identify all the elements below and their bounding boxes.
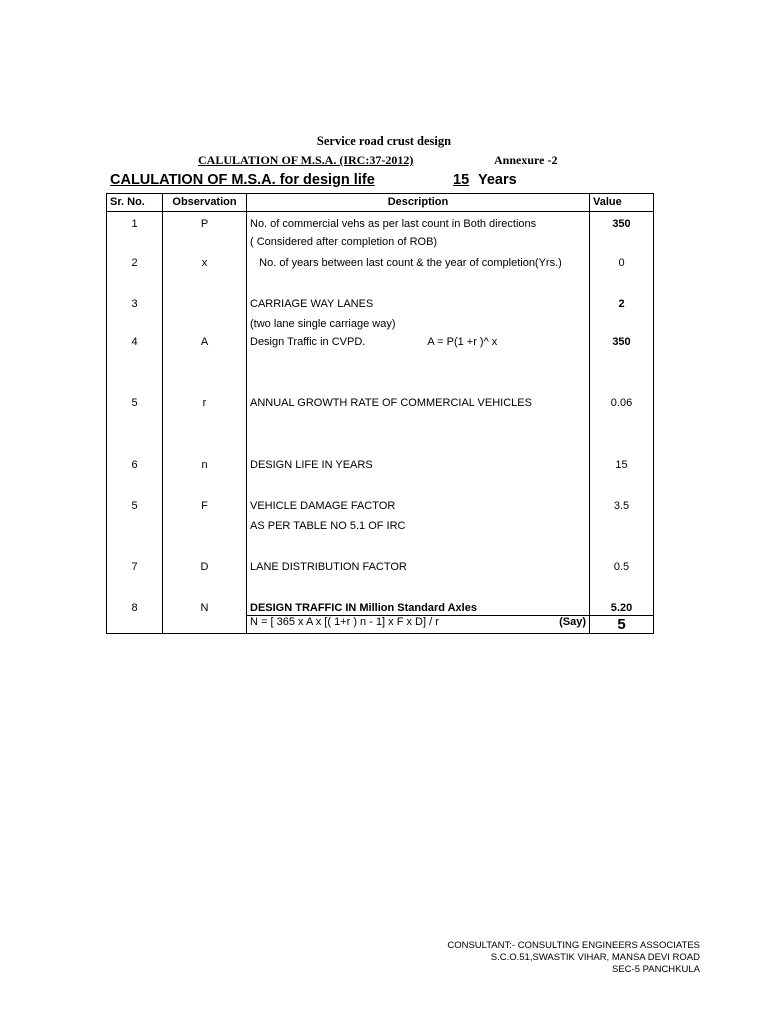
sr-no-cell: 5 [107,395,163,456]
description-cell: No. of years between last count & the year of completion(Yrs.) [247,253,590,294]
description-cell: ANNUAL GROWTH RATE OF COMMERCIAL VEHICLES [247,395,590,456]
value-cell: 15 [590,456,654,497]
observation-cell: r [163,395,247,456]
consultant-address [447,940,700,976]
value-cell: 2 [590,294,654,314]
calculation-subtitle: CALULATION OF M.S.A. (IRC:37-2012) [198,153,414,167]
table-row [107,456,654,497]
value-cell: 0.5 [590,559,654,600]
table-row [107,559,654,600]
description-note-cell: AS PER TABLE NO 5.1 OF IRC [247,518,590,559]
observation-cell: A [163,334,247,395]
annexure-label: Annexure -2 [494,153,558,167]
description-cell [247,334,590,395]
table-header-row [107,194,654,212]
table-row [107,334,654,395]
description-cell: No. of commercial vehs as per last count in Both directions [247,212,590,232]
col-header-value: Value [590,194,654,212]
observation-cell: D [163,559,247,600]
observation-cell: n [163,456,247,497]
sr-no-cell: 5 [107,497,163,518]
observation-cell [163,294,247,314]
value-cell: 0.06 [590,395,654,456]
consultant-name: CONSULTANT:- CONSULTING ENGINEERS ASSOCIATES [447,940,700,951]
say-label: (Say) [559,616,586,628]
description-cell: DESIGN LIFE IN YEARS [247,456,590,497]
description-cell: CARRIAGE WAY LANES [247,294,590,314]
value-cell: 3.5 [590,497,654,518]
observation-cell: N [163,600,247,616]
description-cell: DESIGN TRAFFIC IN Million Standard Axles [247,600,590,616]
description-cell: VEHICLE DAMAGE FACTOR [247,497,590,518]
table-row-continuation [107,616,654,634]
sr-no-cell: 4 [107,334,163,395]
main-heading: CALULATION OF M.S.A. for design life [110,172,375,188]
formula-cell [247,616,590,634]
sr-no-cell: 1 [107,212,163,232]
table-row [107,600,654,616]
table-row [107,497,654,518]
msa-table [106,193,654,634]
table-row [107,212,654,232]
table-row [107,294,654,314]
description-text: Design Traffic in CVPD. [250,335,366,348]
description-note-cell: ( Considered after completion of ROB) [247,232,590,253]
design-life-value: 15 [453,172,470,188]
msa-formula: N = [ 365 x A x [( 1+r ) n - 1] x F x D] / r [250,616,439,628]
consultant-city: SEC-5 PANCHKULA [612,964,700,975]
table-row-continuation [107,232,654,253]
sr-no-cell: 3 [107,294,163,314]
description-cell: LANE DISTRIBUTION FACTOR [247,559,590,600]
observation-cell: F [163,497,247,518]
sr-no-cell: 7 [107,559,163,600]
description-note-cell: (two lane single carriage way) [247,314,590,334]
table-row-continuation [107,314,654,334]
col-header-description: Description [247,194,590,212]
value-cell: 350 [590,212,654,232]
value-cell: 5.20 [590,600,654,616]
design-life-unit: Years [478,172,517,188]
value-cell: 0 [590,253,654,294]
rounded-value-cell: 5 [590,616,654,634]
table-row-continuation [107,518,654,559]
sr-no-cell: 2 [107,253,163,294]
col-header-observation: Observation [163,194,247,212]
formula-text: A = P(1 +r )^ x [427,335,498,348]
table-row [107,253,654,294]
table-row [107,395,654,456]
sr-no-cell: 6 [107,456,163,497]
value-cell: 350 [590,334,654,395]
col-header-sr-no: Sr. No. [107,194,163,212]
consultant-address-line: S.C.O.51,SWASTIK VIHAR, MANSA DEVI ROAD [490,952,700,963]
document-title: Service road crust design [316,134,452,148]
sr-no-cell: 8 [107,600,163,616]
observation-cell: x [163,253,247,294]
observation-cell: P [163,212,247,232]
